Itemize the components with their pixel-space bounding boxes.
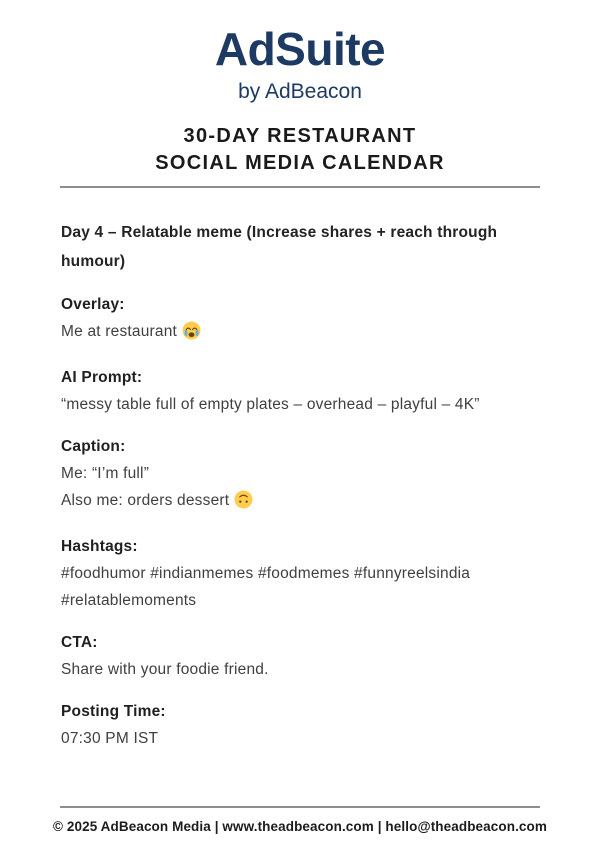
caption-line2: [61, 487, 561, 518]
footer-divider: [60, 806, 540, 808]
caption-label: Caption:: [61, 437, 126, 455]
adsuite-logo: AdSuite: [214, 23, 386, 75]
caption-line2-value: Also me: orders dessert: [61, 491, 230, 509]
cta-text: Share with your foodie friend.: [61, 660, 269, 678]
overlay-text: [61, 318, 561, 349]
cta-label: CTA:: [61, 633, 98, 651]
overlay-label: Overlay:: [61, 295, 125, 313]
day-heading: Day 4 – Relatable meme (Increase shares + reach through humour): [61, 223, 498, 270]
logo-subtitle: by AdBeacon: [238, 79, 362, 103]
doc-title-line2: SOCIAL MEDIA CALENDAR: [155, 151, 445, 174]
header: [0, 0, 600, 188]
section-posting-time: [61, 698, 561, 752]
posting-time-label: Posting Time:: [61, 702, 166, 720]
section-cta: [61, 629, 561, 683]
hashtags-text: #foodhumor #indianmemes #foodmemes #funnyreelsindia #relatablemoments: [61, 564, 471, 609]
overlay-text-value: Me at restaurant: [61, 322, 178, 340]
hashtags-label: Hashtags:: [61, 537, 138, 555]
doc-title-line1: 30-DAY RESTAURANT: [183, 124, 417, 147]
ai-prompt-label: AI Prompt:: [61, 368, 143, 386]
section-caption: [61, 433, 561, 518]
upside-down-face-icon: [234, 490, 253, 518]
section-hashtags: [61, 533, 561, 614]
header-divider: [60, 186, 540, 188]
footer-text: © 2025 AdBeacon Media | www.theadbeacon.com | hello@theadbeacon.com: [53, 819, 547, 834]
ai-prompt-text: “messy table full of empty plates – overhead – playful – 4K”: [61, 395, 480, 413]
caption-line1: Me: “I’m full”: [61, 464, 150, 482]
section-overlay: [61, 291, 561, 349]
footer: [0, 806, 600, 834]
loudly-crying-face-icon: [182, 321, 201, 349]
section-ai-prompt: [61, 364, 561, 418]
posting-time-text: 07:30 PM IST: [61, 729, 159, 747]
doc-title: [0, 123, 600, 177]
main-content: [0, 218, 600, 752]
